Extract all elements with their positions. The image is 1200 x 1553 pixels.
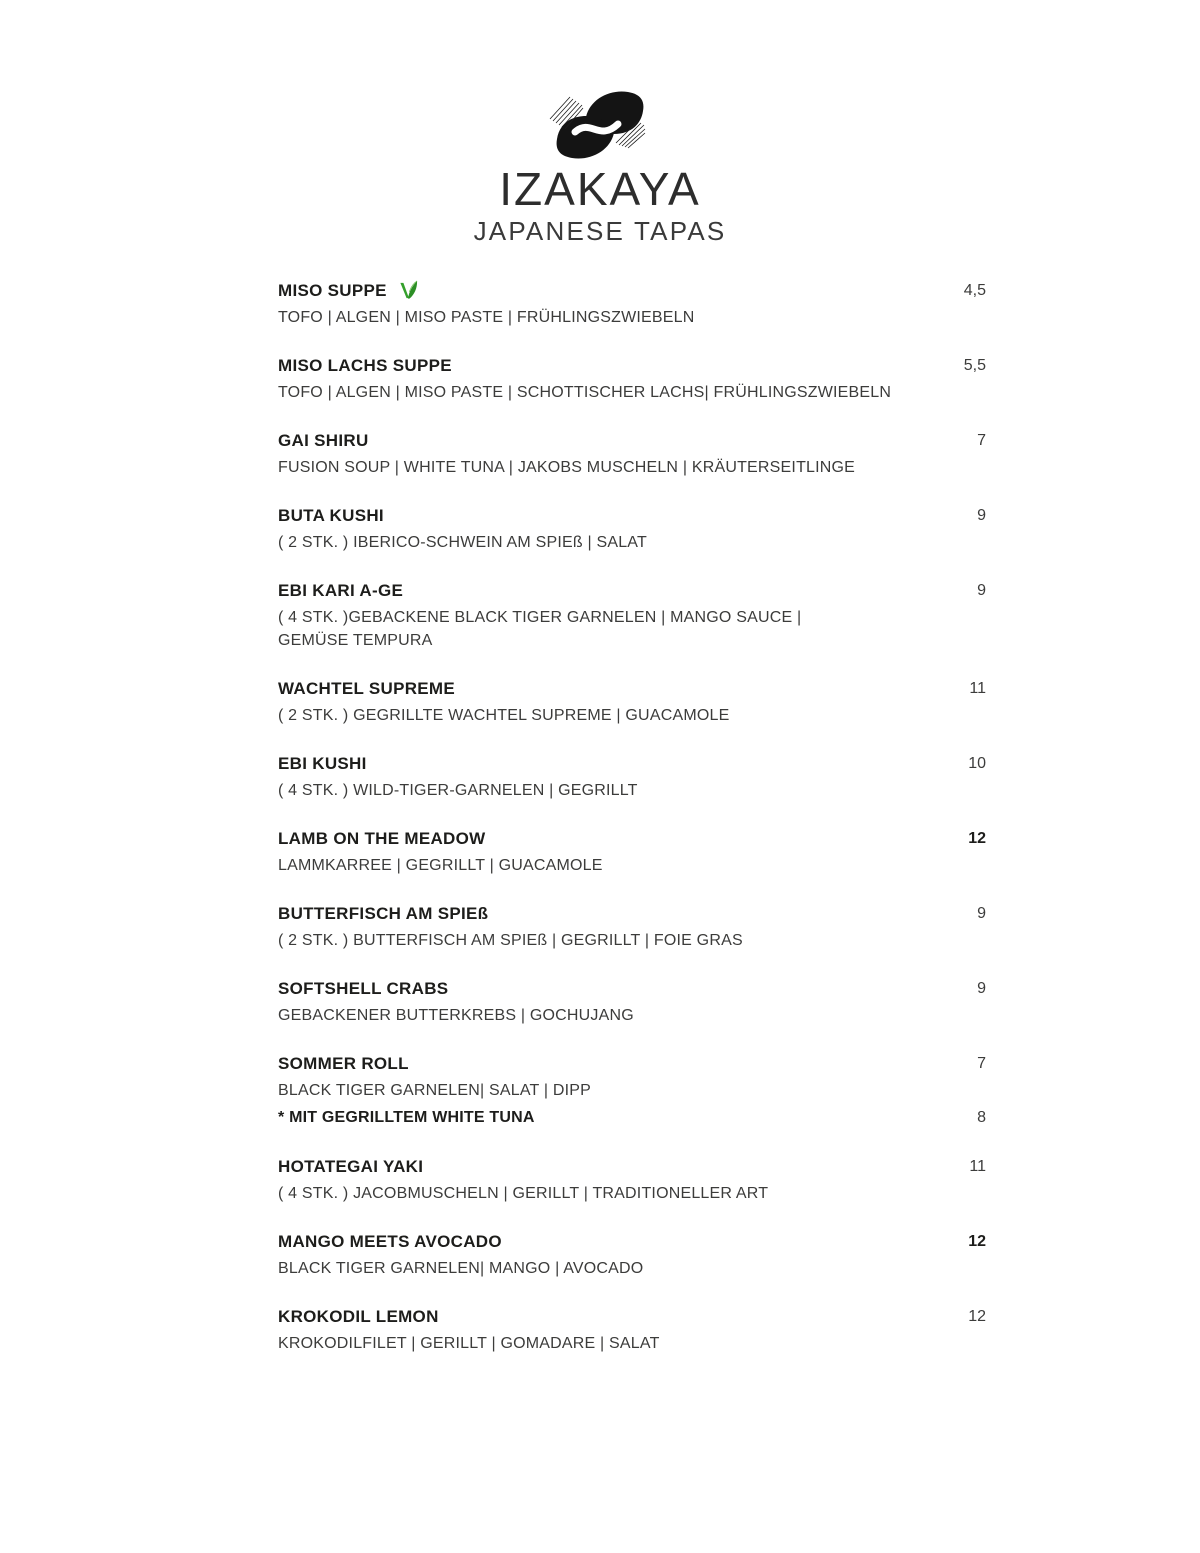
item-title-row — [278, 1232, 986, 1252]
item-name — [278, 979, 448, 999]
item-title-row — [278, 1307, 986, 1327]
item-description: ( 2 STK. ) GEGRILLTE WACHTEL SUPREME | GUACAMOLE — [278, 707, 730, 724]
vegan-icon — [396, 280, 420, 301]
item-price: 9 — [977, 905, 986, 922]
menu-item — [278, 754, 986, 802]
item-description: TOFO | ALGEN | MISO PASTE | FRÜHLINGSZWIEBELN — [278, 309, 695, 326]
item-name — [278, 581, 403, 601]
item-description: ( 2 STK. ) BUTTERFISCH AM SPIEß | GEGRILLT | FOIE GRAS — [278, 932, 743, 949]
item-description: ( 4 STK. )GEBACKENE BLACK TIGER GARNELEN | MANGO SAUCE | GEMÜSE TEMPURA — [278, 609, 802, 649]
item-variant-row — [278, 1105, 986, 1130]
item-price: 7 — [977, 432, 986, 449]
menu-item — [278, 506, 986, 554]
item-name-text: MISO SUPPE — [278, 280, 387, 300]
izakaya-logo — [0, 86, 1200, 164]
menu-item — [278, 1307, 986, 1355]
menu-item — [278, 1157, 986, 1205]
item-name — [278, 679, 455, 699]
item-title-row — [278, 506, 986, 526]
item-name-text: GAI SHIRU — [278, 431, 369, 450]
item-name-text: SOFTSHELL CRABS — [278, 979, 449, 998]
item-name — [278, 1054, 409, 1074]
item-name-text: KROKODIL LEMON — [278, 1307, 439, 1326]
item-name-text: HOTATEGAI YAKI — [278, 1157, 424, 1176]
item-price: 11 — [969, 680, 986, 697]
menu-item — [278, 829, 986, 877]
item-title-row — [278, 679, 986, 699]
menu-item — [278, 979, 986, 1027]
item-description: TOFO | ALGEN | MISO PASTE | SCHOTTISCHER LACHS| FRÜHLINGSZWIEBELN — [278, 384, 892, 401]
menu-item — [278, 280, 986, 329]
item-description: FUSION SOUP | WHITE TUNA | JAKOBS MUSCHELN | KRÄUTERSEITLINGE — [278, 459, 856, 476]
item-title-row — [278, 356, 986, 376]
item-description: GEBACKENER BUTTERKREBS | GOCHUJANG — [278, 1007, 634, 1024]
menu-header — [0, 86, 1200, 247]
item-name — [278, 1307, 439, 1327]
item-description: ( 4 STK. ) WILD-TIGER-GARNELEN | GEGRILLT — [278, 782, 638, 799]
menu-item — [278, 904, 986, 952]
item-price: 9 — [977, 582, 986, 599]
menu-item — [278, 679, 986, 727]
item-price: 12 — [968, 1308, 986, 1325]
item-price: 4,5 — [963, 281, 986, 299]
item-description: LAMMKARREE | GEGRILLT | GUACAMOLE — [278, 857, 603, 874]
item-price: 9 — [977, 507, 986, 524]
item-title-row — [278, 431, 986, 451]
item-name — [278, 754, 367, 774]
item-name — [278, 1232, 502, 1252]
item-title-row — [278, 754, 986, 774]
item-description: ( 4 STK. ) JACOBMUSCHELN | GERILLT | TRADITIONELLER ART — [278, 1185, 769, 1202]
brand-tagline: JAPANESE TAPAS — [473, 215, 727, 246]
item-description: BLACK TIGER GARNELEN| SALAT | DIPP — [278, 1082, 591, 1099]
menu-item — [278, 431, 986, 479]
menu-item — [278, 1054, 986, 1130]
item-variant-price: 8 — [977, 1108, 986, 1126]
item-name — [278, 1157, 423, 1177]
item-name — [278, 829, 486, 849]
item-name-text: MISO LACHS SUPPE — [278, 356, 452, 375]
item-price: 12 — [968, 1233, 986, 1250]
item-name — [278, 506, 384, 526]
item-title-row — [278, 829, 986, 849]
item-name-text: BUTA KUSHI — [278, 506, 384, 525]
item-description: KROKODILFILET | GERILLT | GOMADARE | SALAT — [278, 1335, 660, 1352]
item-description: ( 2 STK. ) IBERICO-SCHWEIN AM SPIEß | SALAT — [278, 534, 647, 551]
item-price: 10 — [968, 755, 986, 772]
item-name-text: WACHTEL SUPREME — [278, 679, 456, 698]
brand-name: IZAKAYA — [499, 163, 701, 215]
item-price: 5,5 — [963, 357, 986, 374]
item-description: BLACK TIGER GARNELEN| MANGO | AVOCADO — [278, 1260, 644, 1277]
menu-item — [278, 1232, 986, 1280]
item-name — [278, 904, 488, 924]
menu-list — [278, 280, 986, 1382]
item-variant-label: * MIT GEGRILLTEM WHITE TUNA — [278, 1109, 535, 1126]
item-name — [278, 431, 369, 451]
menu-item — [278, 356, 986, 404]
item-title-row — [278, 979, 986, 999]
item-title-row — [278, 1054, 986, 1074]
item-name-text: EBI KUSHI — [278, 754, 367, 773]
item-price: 12 — [968, 830, 986, 847]
item-name — [278, 356, 452, 376]
menu-item — [278, 581, 986, 652]
item-name — [278, 280, 420, 301]
item-title-row — [278, 280, 986, 301]
item-name-text: LAMB ON THE MEADOW — [278, 829, 486, 848]
item-title-row — [278, 1157, 986, 1177]
item-title-row — [278, 581, 986, 601]
item-name-text: EBI KARI A-GE — [278, 581, 404, 600]
item-price: 7 — [977, 1055, 986, 1072]
item-name-text: BUTTERFISCH AM SPIEß — [278, 904, 489, 923]
item-price: 11 — [969, 1158, 986, 1175]
item-name-text: SOMMER ROLL — [278, 1054, 409, 1073]
item-price: 9 — [977, 980, 986, 997]
item-title-row — [278, 904, 986, 924]
two-leaves-logo-icon — [542, 86, 658, 164]
item-name-text: MANGO MEETS AVOCADO — [278, 1232, 502, 1251]
